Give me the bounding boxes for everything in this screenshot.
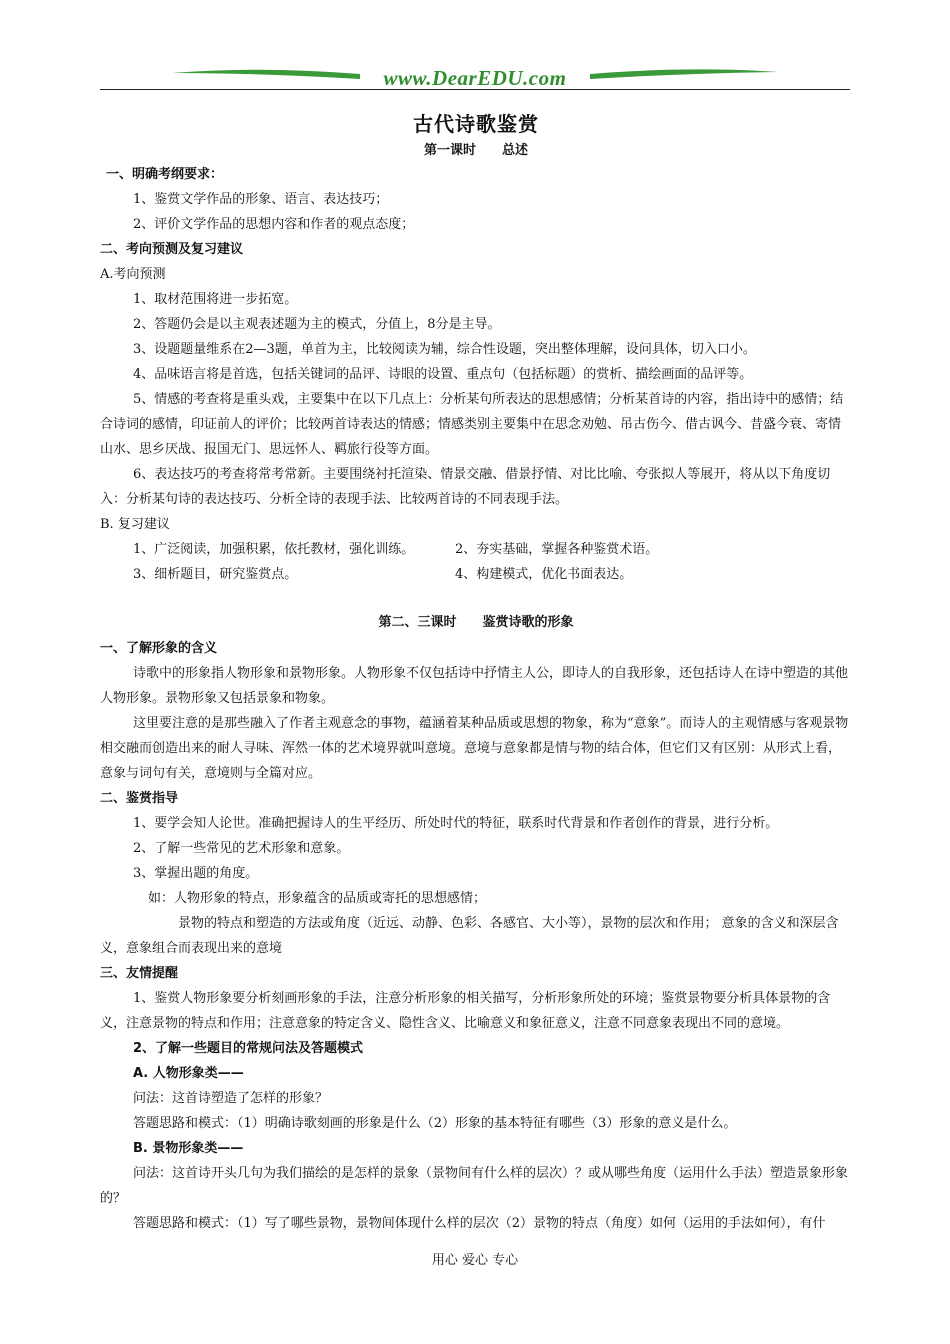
list-item: 4、构建模式，优化书面表达。 (455, 567, 633, 582)
subsection-b-title: B. 复习建议 (100, 517, 170, 532)
list-item: 1、要学会知人论世。准确把握诗人的生平经历、所处时代的特征，联系时代背景和作者创作的背景，进行分析。 (133, 816, 779, 831)
list-item: 1、广泛阅读，加强积累，依托教材，强化训练。 (133, 542, 415, 557)
subheading: B. 景物形象类—— (133, 1141, 244, 1156)
list-item: 3、掌握出题的角度。 (133, 866, 259, 881)
subheading: A. 人物形象类—— (133, 1066, 244, 1081)
answer-line: 答题思路和模式：（1）明确诗歌刻画的形象是什么（2）形象的基本特征有哪些（3）形象的意义是什么。 (133, 1116, 737, 1131)
list-item: 4、品味语言将是首选，包括关键词的品评、诗眼的设置、重点句（包括标题）的赏析、描绘画面的品评等。 (133, 367, 753, 382)
lesson1-section2-title: 二、考向预测及复习建议 (100, 242, 244, 257)
header-rule (100, 89, 850, 90)
list-item: 1、取材范围将进一步拓宽。 (133, 292, 298, 307)
answer-line: 答题思路和模式：（1）写了哪些景物，景物间体现什么样的层次（2）景物的特点（角度）如何（运用的手法如何），有什 (133, 1216, 826, 1231)
list-item: 2、夯实基础，掌握各种鉴赏术语。 (455, 542, 659, 557)
lesson1-section1-title: 一、明确考纲要求： (106, 167, 224, 182)
list-item: 3、设题题量维系在2—3题，单首为主，比较阅读为辅，综合性设题，突出整体理解，设问具体，切入口小。 (133, 342, 756, 357)
subheading: 2、了解一些题目的常规问法及答题模式 (133, 1041, 364, 1056)
page-title: 古代诗歌鉴赏 (413, 112, 539, 136)
question-line: 问法：这首诗塑造了怎样的形象？ (133, 1091, 329, 1106)
lesson2-heading: 第二、三课时 鉴赏诗歌的形象 (378, 615, 574, 630)
paragraph: 这里要注意的是那些融入了作者主观意念的事物，蕴涵着某种品质或思想的物象，称为“意象”。而诗人的主观情感与客观景物相交融而创造出来的耐人寻味、浑然一体的艺术境界就叫意境。意境与意象都是情与物的结合体，但它们又有区别：从形式上看，意象与词句有关，意境则与全篇对应。 (100, 716, 849, 781)
list-item: 6、表达技巧的考查将常考常新。主要围绕衬托渲染、情景交融、借景抒情、对比比喻、夸张拟人等展开，将从以下角度切入：分析某句诗的表达技巧、分析全诗的表现手法、比较两首诗的不同表现手法。 (100, 467, 831, 507)
review-tips-row (100, 537, 852, 562)
lesson1-heading: 第一课时 总述 (423, 143, 528, 158)
example-line: 景物的特点和塑造的方法或角度（近远、动静、色彩、各感官、大小等），景物的层次和作用； 意象的含义和深层含义，意象组合而表现出来的意境 (100, 916, 839, 956)
paragraph: 诗歌中的形象指人物形象和景物形象。人物形象不仅包括诗中抒情主人公，即诗人的自我形象，还包括诗人在诗中塑造的其他人物形象。景物形象又包括景象和物象。 (100, 666, 849, 706)
list-item: 2、了解一些常见的艺术形象和意象。 (133, 841, 350, 856)
list-item: 3、细析题目，研究鉴赏点。 (133, 567, 298, 582)
list-item: 1、鉴赏文学作品的形象、语言、表达技巧； (133, 192, 389, 207)
logo-text: www.DearEDU.com (383, 66, 567, 90)
example-line: 如：人物形象的特点，形象蕴含的品质或寄托的思想感情； (148, 891, 487, 906)
paragraph: 1、鉴赏人物形象要分析刻画形象的手法，注意分析形象的相关描写，分析形象所处的环境；鉴赏景物要分析具体景物的含义，注意景物的特点和作用；注意意象的特定含义、隐性含义、比喻意义和象征意义，注意不同意象表现出不同的意境。 (100, 991, 831, 1031)
list-item: 2、答题仍会是以主观表述题为主的模式，分值上，8分是主导。 (133, 317, 501, 332)
site-logo[interactable] (170, 64, 780, 92)
lesson2-section1-title: 一、了解形象的含义 (100, 641, 218, 656)
subsection-a-title: A.考向预测 (100, 267, 166, 282)
lesson2-section3-title: 三、友情提醒 (100, 966, 179, 981)
page-footer: 用心 爱心 专心 (431, 1253, 519, 1268)
review-tips-row (100, 562, 852, 587)
main-content (100, 108, 852, 1236)
list-item: 5、情感的考查将是重头戏，主要集中在以下几点上：分析某句所表达的思想感情；分析某首诗的内容，指出诗中的感情；结合诗词的感情，印证前人的评价；比较两首诗表达的情感；情感类别主要集中在思念劝勉、吊古伤今、借古讽今、昔盛今衰、寄情山水、思乡厌战、报国无门、思远怀人、羁旅行役等方面。 (100, 392, 844, 457)
question-line: 问法：这首诗开头几句为我们描绘的是怎样的景象（景物间有什么样的层次）？或从哪些角度（运用什么手法）塑造景象形象的？ (100, 1166, 849, 1206)
list-item: 2、评价文学作品的思想内容和作者的观点态度； (133, 217, 415, 232)
lesson2-section2-title: 二、鉴赏指导 (100, 791, 179, 806)
